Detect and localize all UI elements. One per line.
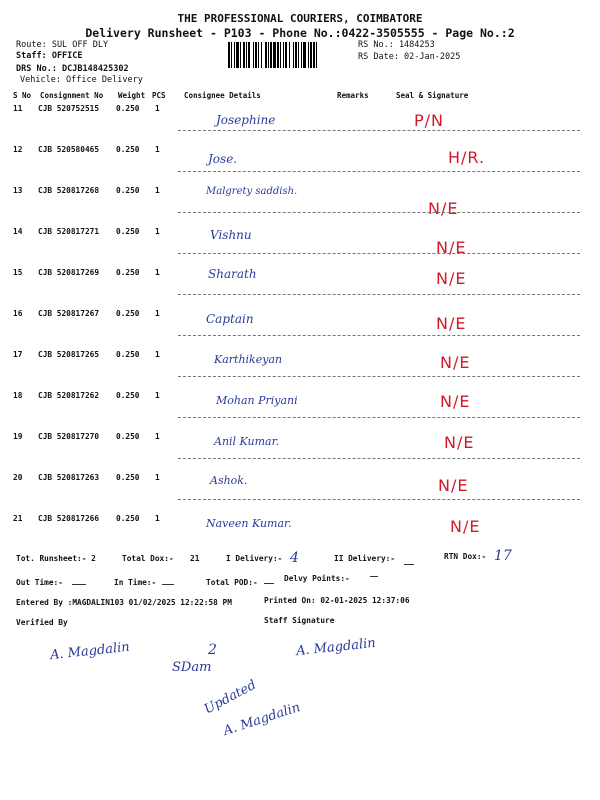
row-consignee-name: Mohan Priyani [216, 394, 298, 407]
row-consignment-no: CJB 520580465 [38, 145, 100, 154]
rtn-dox-label: RTN Dox:- [444, 552, 487, 561]
rtn-dox-value: 17 [494, 548, 512, 564]
row-weight: 0.250 [116, 350, 140, 359]
verified-by-label: Verified By [16, 618, 68, 627]
drs-number: DRS No.: DCJB148425302 [16, 64, 129, 74]
table-row [0, 216, 600, 257]
row-consignment-no: CJB 520817263 [38, 473, 100, 482]
out-time-blank [72, 584, 86, 585]
row-pcs: 1 [155, 309, 160, 318]
row-remark: N/E [428, 199, 459, 218]
row-divider [178, 130, 580, 131]
consignment-table [0, 93, 600, 548]
row-sno: 13 [13, 186, 23, 195]
middle-signature-mark: 2 [208, 642, 217, 658]
row-remark: N/E [438, 476, 469, 495]
row-consignment-no: CJB 520817265 [38, 350, 100, 359]
staff-signature-label: Staff Signature [264, 616, 335, 625]
row-remark: P/N [414, 111, 445, 130]
entered-by: Entered By :MAGDALIN103 01/02/2025 12:22:58 PM [16, 598, 232, 607]
row-remark: N/E [436, 314, 467, 333]
row-divider [178, 253, 580, 254]
table-row [0, 503, 600, 544]
row-consignee-name: Sharath [208, 267, 257, 281]
row-sno: 17 [13, 350, 23, 359]
row-weight: 0.250 [116, 309, 140, 318]
row-consignment-no: CJB 520817268 [38, 186, 100, 195]
col-seal-signature: Seal & Signature [396, 91, 469, 100]
row-sno: 11 [13, 104, 23, 113]
row-divider [178, 212, 580, 213]
table-row [0, 462, 600, 503]
table-row [0, 339, 600, 380]
row-sno: 15 [13, 268, 23, 277]
staff-label: Staff: OFFICE [16, 51, 83, 61]
middle-signature: SDam [172, 660, 212, 675]
table-row [0, 257, 600, 298]
row-consignment-no: CJB 520817267 [38, 309, 100, 318]
row-consignment-no: CJB 520817266 [38, 514, 100, 523]
row-consignee-name: Karthikeyan [214, 353, 283, 366]
barcode-image [228, 42, 352, 68]
route-label: Route: SUL OFF DLY [16, 40, 109, 50]
rs-date: RS Date: 02-Jan-2025 [358, 52, 461, 62]
table-row [0, 175, 600, 216]
row-weight: 0.250 [116, 391, 140, 400]
table-row [0, 421, 600, 462]
total-pod-label: Total POD:- [206, 578, 258, 587]
updated-note: Updated [201, 677, 259, 718]
delvy-points-blank [370, 576, 378, 577]
row-divider [178, 458, 580, 459]
total-dox-label: Total Dox:- [122, 554, 174, 563]
vehicle-label: Vehicle: Office Delivery [20, 75, 143, 85]
col-sno: S No [13, 91, 32, 100]
col-weight: Weight [118, 91, 146, 100]
company-title: THE PROFESSIONAL COURIERS, COIMBATORE [177, 12, 423, 25]
table-row [0, 380, 600, 421]
row-divider [178, 171, 580, 172]
row-pcs: 1 [155, 514, 160, 523]
row-consignee-name: Naveen Kumar. [206, 517, 292, 530]
col-consignment: Consignment No [40, 91, 104, 100]
total-dox-value: 21 [190, 554, 200, 563]
row-consignee-name: Ashok. [210, 474, 248, 487]
row-remark: N/E [436, 269, 467, 288]
delvy-points-label: Delvy Points:- [284, 574, 350, 583]
row-remark: N/E [440, 353, 471, 372]
row-pcs: 1 [155, 186, 160, 195]
row-pcs: 1 [155, 473, 160, 482]
row-remark: N/E [436, 238, 467, 257]
row-remark: N/E [450, 517, 481, 536]
in-time-label: In Time:- [114, 578, 157, 587]
row-consignee-name: Malgrety saddish. [206, 186, 298, 197]
i-delivery-label: I Delivery:- [226, 554, 283, 563]
i-delivery-value: 4 [290, 550, 299, 566]
row-divider [178, 499, 580, 500]
row-consignment-no: CJB 520817269 [38, 268, 100, 277]
col-remarks: Remarks [337, 91, 369, 100]
row-pcs: 1 [155, 104, 160, 113]
row-sno: 14 [13, 227, 23, 236]
row-divider [178, 294, 580, 295]
printed-on: Printed On: 02-01-2025 12:37:06 [264, 596, 410, 605]
row-sno: 21 [13, 514, 23, 523]
verified-signature: A. Magdalin [49, 639, 131, 664]
row-divider [178, 335, 580, 336]
row-weight: 0.250 [116, 227, 140, 236]
row-sno: 12 [13, 145, 23, 154]
col-consignee: Consignee Details [184, 91, 261, 100]
row-weight: 0.250 [116, 186, 140, 195]
row-remark: N/E [440, 392, 471, 411]
table-row [0, 93, 600, 134]
row-consignee-name: Captain [206, 312, 254, 326]
tot-runsheet: Tot. Runsheet:- 2 [16, 554, 96, 563]
table-row [0, 298, 600, 339]
ii-delivery-label: II Delivery:- [334, 554, 396, 563]
row-pcs: 1 [155, 350, 160, 359]
out-time-label: Out Time:- [16, 578, 63, 587]
row-consignee-name: Vishnu [210, 228, 252, 242]
in-time-blank [162, 584, 174, 585]
total-pod-blank [264, 583, 274, 584]
row-weight: 0.250 [116, 268, 140, 277]
ii-delivery-blank [404, 564, 414, 565]
row-consignment-no: CJB 520817262 [38, 391, 100, 400]
row-consignee-name: Josephine [216, 113, 276, 127]
row-pcs: 1 [155, 227, 160, 236]
row-remark: N/E [444, 433, 475, 452]
row-consignee-name: Jose. [208, 152, 238, 166]
row-sno: 20 [13, 473, 23, 482]
row-pcs: 1 [155, 391, 160, 400]
rs-number: RS No.: 1484253 [358, 40, 435, 50]
row-sno: 19 [13, 432, 23, 441]
row-consignee-name: Anil Kumar. [214, 435, 280, 448]
row-weight: 0.250 [116, 432, 140, 441]
row-divider [178, 376, 580, 377]
row-sno: 16 [13, 309, 23, 318]
row-weight: 0.250 [116, 104, 140, 113]
row-weight: 0.250 [116, 145, 140, 154]
row-sno: 18 [13, 391, 23, 400]
updated-signature: A. Magdalin [221, 700, 303, 739]
row-weight: 0.250 [116, 473, 140, 482]
runsheet-subtitle: Delivery Runsheet - P103 - Phone No.:0422-3505555 - Page No.:2 [85, 26, 515, 40]
row-divider [178, 417, 580, 418]
row-weight: 0.250 [116, 514, 140, 523]
staff-signature: A. Magdalin [295, 635, 377, 660]
row-pcs: 1 [155, 145, 160, 154]
table-row [0, 134, 600, 175]
row-consignment-no: CJB 520817271 [38, 227, 100, 236]
row-consignment-no: CJB 520817270 [38, 432, 100, 441]
row-consignment-no: CJB 520752515 [38, 104, 100, 113]
row-remark: H/R. [448, 148, 486, 167]
row-pcs: 1 [155, 268, 160, 277]
row-pcs: 1 [155, 432, 160, 441]
col-pcs: PCS [152, 91, 166, 100]
